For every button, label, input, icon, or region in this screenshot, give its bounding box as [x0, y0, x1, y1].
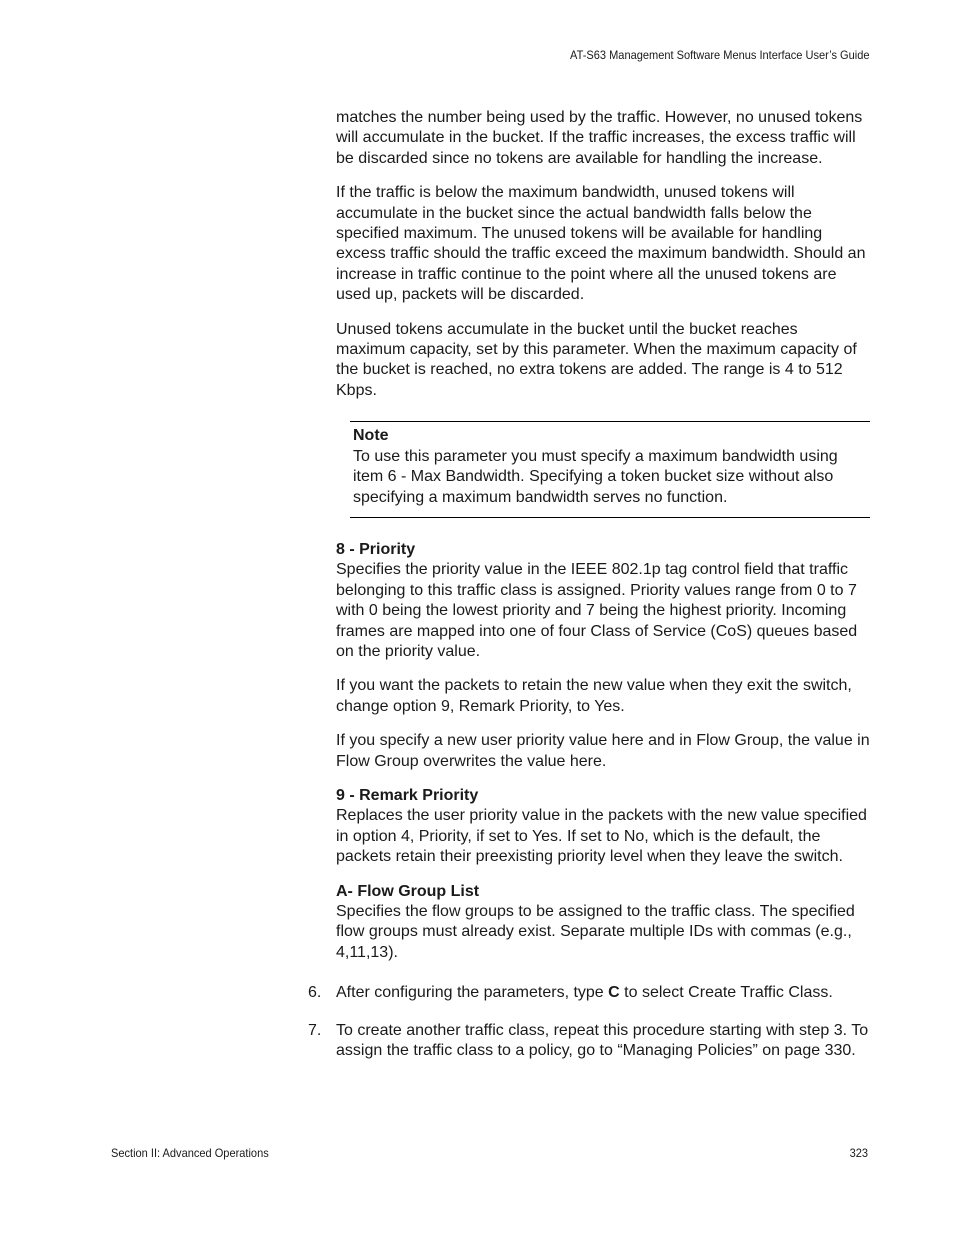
note-title: Note	[353, 427, 389, 445]
note-body: To use this parameter you must specify a maximum bandwidth using item 6 - Max Bandwidth. Specifying a token bucket size without also specifying a maximum bandwidth serves no function.	[353, 447, 838, 506]
note-box	[350, 421, 870, 518]
footer-section: Section II: Advanced Operations	[111, 1146, 269, 1160]
paragraph: matches the number being used by the traffic. However, no unused tokens will accumulate in the bucket. If the traffic increases, the excess traffic will be discarded since no tokens are available for handling the increase.	[336, 109, 863, 167]
step-text-pre: After configuring the parameters, type	[336, 984, 609, 1002]
step-item	[308, 1021, 870, 1062]
step-key-command: C	[608, 984, 620, 1002]
remark-priority-heading: 9 - Remark Priority	[336, 786, 479, 804]
step-list	[308, 983, 870, 1061]
paragraph: If you want the packets to retain the new value when they exit the switch, change option 9, Remark Priority, to Yes.	[336, 677, 852, 715]
running-header: AT-S63 Management Software Menus Interface User’s Guide	[569, 48, 869, 62]
priority-heading: 8 - Priority	[336, 540, 416, 558]
priority-description: Specifies the priority value in the IEEE 802.1p tag control field that traffic belonging to this traffic class is assigned. Priority values range from 0 to 7 with 0 being the lowest priority and 7 being the highest priority. Incoming frames are mapped into one of four Class of Service (CoS) queues based on the priority value.	[336, 561, 858, 660]
page-number: 323	[849, 1146, 868, 1160]
flow-group-list-description: Specifies the flow groups to be assigned to the traffic class. The specified flow groups must already exist. Separate multiple IDs with commas (e.g., 4,11,13).	[336, 903, 855, 961]
step-number: 7.	[308, 1021, 322, 1039]
flow-group-list-heading: A- Flow Group List	[336, 882, 480, 900]
step-item	[308, 983, 870, 1003]
step-text: To create another traffic class, repeat this procedure starting with step 3. To assign the traffic class to a policy, go to “Managing Policies” on page 330.	[336, 1021, 869, 1060]
paragraph: Unused tokens accumulate in the bucket until the bucket reaches maximum capacity, set by this parameter. When the maximum capacity of the bucket is reached, no extra tokens are added. The range is 4 to 512 Kbps.	[336, 320, 857, 399]
paragraph: If the traffic is below the maximum bandwidth, unused tokens will accumulate in the bucket since the actual bandwidth falls below the specified maximum. The unused tokens will be available for handling excess traffic should the traffic exceed the maximum bandwidth. Should an increase in traffic continue to the point where all the unused tokens are used up, packets will be discarded.	[336, 184, 866, 304]
remark-priority-description: Replaces the user priority value in the packets with the new value specified in option 4, Priority, if set to Yes. If set to No, which is the default, the packets retain their preexisting priority level when they leave the switch.	[336, 807, 867, 866]
step-number: 6.	[308, 984, 322, 1002]
paragraph: If you specify a new user priority value here and in Flow Group, the value in Flow Group overwrites the value here.	[336, 732, 870, 770]
page-body	[308, 108, 870, 1078]
step-text-post: to select Create Traffic Class.	[619, 984, 833, 1002]
